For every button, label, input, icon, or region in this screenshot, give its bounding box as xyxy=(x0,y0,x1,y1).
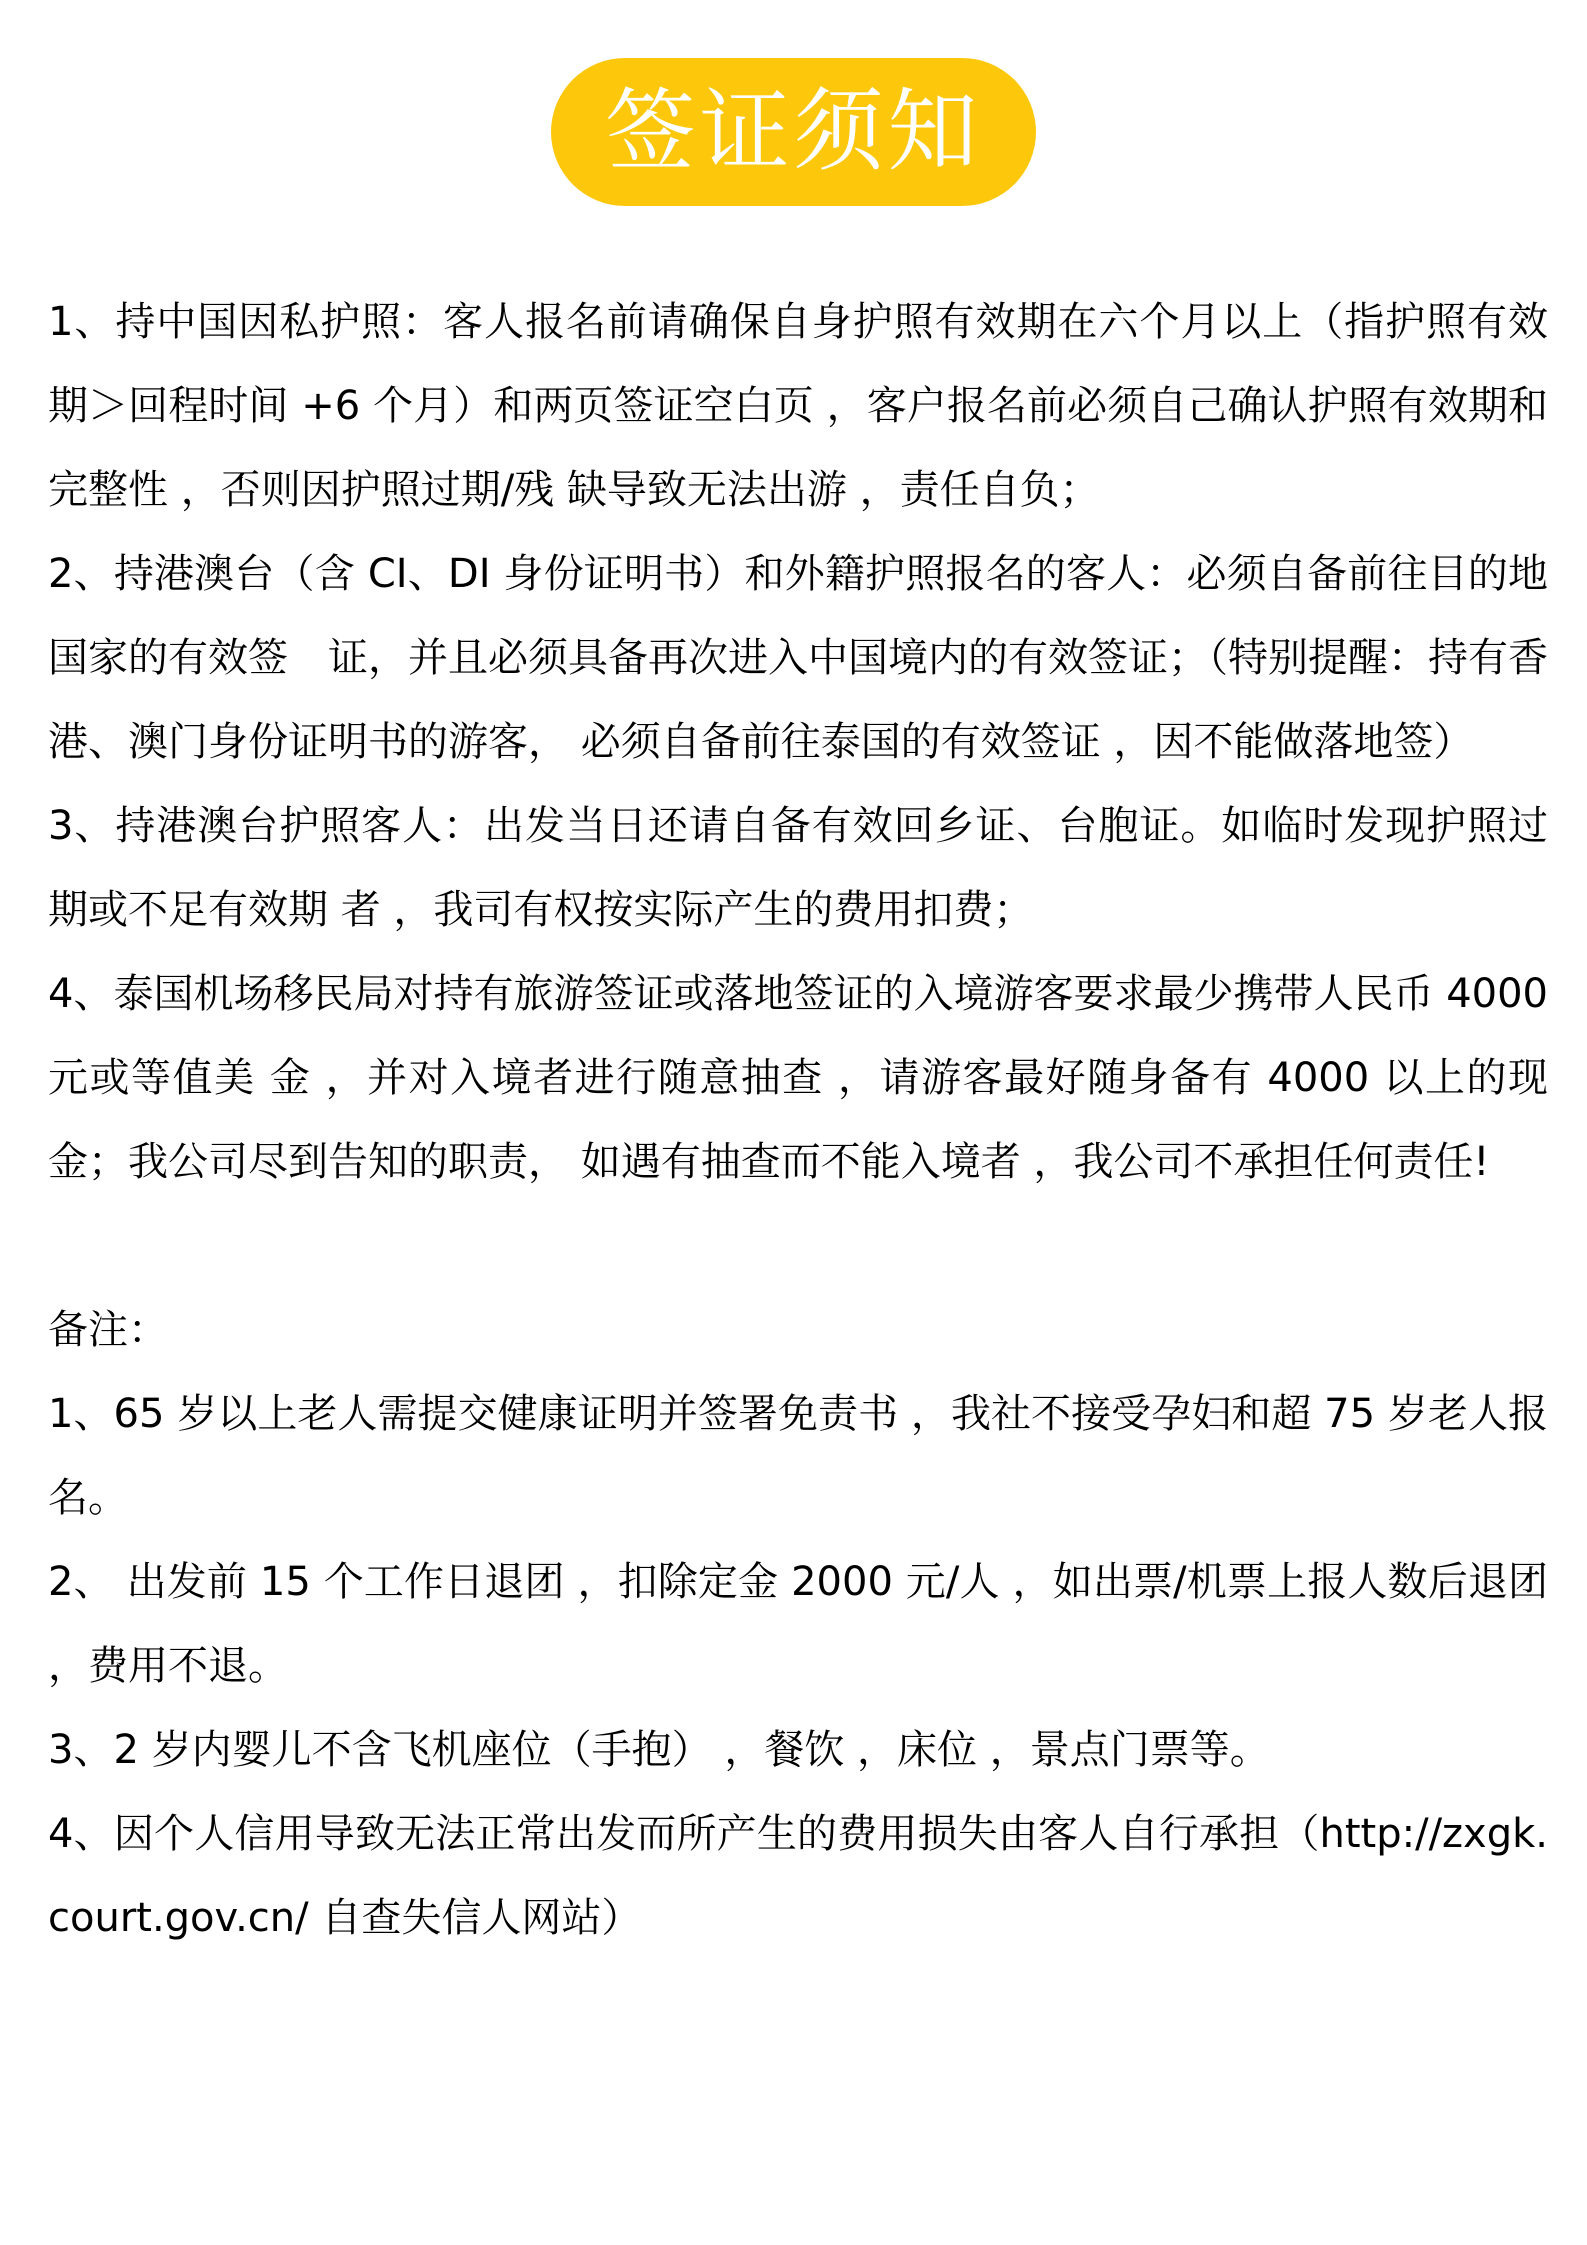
visa-item-3: 3、持港澳台护照客人：出发当日还请自备有效回乡证、台胞证。如临时发现护照过期或不足有效期 者 ，我司有权按实际产生的费用扣费； xyxy=(48,803,1548,933)
remark-item-1: 1、65 岁以上老人需提交健康证明并签署免责书 ，我社不接受孕妇和超 75 岁老人报名。 xyxy=(48,1391,1548,1521)
visa-item-4: 4、泰国机场移民局对持有旅游签证或落地签证的入境游客要求最少携带人民币 4000 元或等值美 金 ，并对入境者进行随意抽查 ，请游客最好随身备有 4000 以上的现金；我公司尽到告知的职责， 如遇有抽查而不能入境者 ，我公司不承担任何责任! xyxy=(48,971,1548,1185)
remarks-heading: 备注： xyxy=(48,1307,168,1353)
title-banner xyxy=(0,58,1587,206)
visa-item-2: 2、持港澳台（含 CI、DI 身份证明书）和外籍护照报名的客人：必须自备前往目的地国家的有效签 证，并且必须具备再次进入中国境内的有效签证；（特别提醒：持有香港、澳门身份证明书的游客， 必须自备前往泰国的有效签证 ，因不能做落地签） xyxy=(48,551,1548,765)
page-title: 签证须知 xyxy=(605,79,982,184)
remark-item-2: 2、 出发前 15 个工作日退团 ，扣除定金 2000 元/人 ，如出票/机票上报人数后退团 ，费用不退。 xyxy=(48,1559,1548,1689)
remark-item-3: 3、2 岁内婴儿不含飞机座位（手抱） ，餐饮 ，床位 ，景点门票等。 xyxy=(48,1727,1270,1773)
title-pill xyxy=(551,58,1036,206)
visa-item-1: 1、持中国因私护照：客人报名前请确保自身护照有效期在六个月以上（指护照有效期＞回程时间 +6 个月）和两页签证空白页 ，客户报名前必须自己确认护照有效期和完整性 ，否则因护照过期/残 缺导致无法出游 ，责任自负； xyxy=(48,299,1548,513)
notice-content xyxy=(48,280,1548,1960)
remark-item-4: 4、因个人信用导致无法正常出发而所产生的费用损失由客人自行承担（http://zxgk.court.gov.cn/ 自查失信人网站） xyxy=(48,1811,1548,1941)
section-spacer xyxy=(48,1204,1548,1288)
